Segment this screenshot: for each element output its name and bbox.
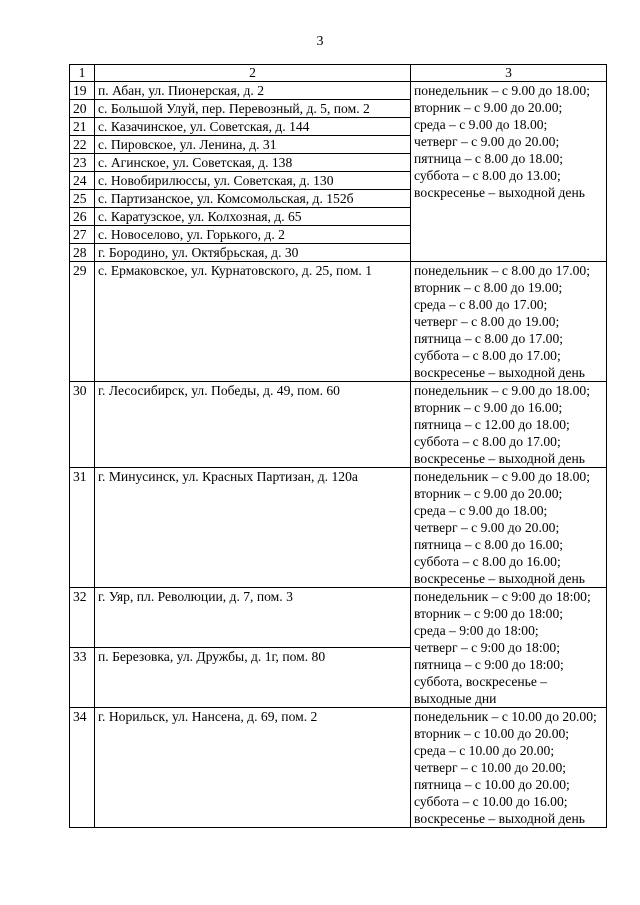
header-col-1: 1	[70, 65, 95, 82]
schedule-line: среда – с 10.00 до 20.00;	[414, 743, 555, 758]
row-number: 34	[70, 708, 95, 828]
schedule-line: понедельник – с 10.00 до 20.00;	[414, 709, 597, 724]
office-address: п. Абан, ул. Пионерская, д. 2	[95, 82, 411, 100]
schedule-line: вторник – с 10.00 до 20.00;	[414, 726, 570, 741]
schedule-line: воскресенье – выходной день	[414, 365, 585, 380]
schedule-line: воскресенье – выходной день	[414, 451, 585, 466]
schedule-line: суббота – с 8.00 до 17.00;	[414, 434, 561, 449]
office-address: г. Уяр, пл. Революции, д. 7, пом. 3	[95, 588, 411, 648]
office-address: с. Каратузское, ул. Колхозная, д. 65	[95, 208, 411, 226]
row-number: 31	[70, 468, 95, 588]
schedule-line: пятница – с 9:00 до 18:00;	[414, 657, 564, 672]
row-number: 29	[70, 262, 95, 382]
work-schedule	[411, 262, 607, 382]
schedule-line: среда – с 9.00 до 18.00;	[414, 503, 548, 518]
schedule-line: среда – с 9.00 до 18.00;	[414, 117, 548, 132]
office-address: г. Бородино, ул. Октябрьская, д. 30	[95, 244, 411, 262]
schedule-line: воскресенье – выходной день	[414, 185, 585, 200]
office-address: с. Новоселово, ул. Горького, д. 2	[95, 226, 411, 244]
table-header-row	[70, 65, 607, 82]
schedule-line: воскресенье – выходной день	[414, 811, 585, 826]
schedule-line: четверг – с 9:00 до 18:00;	[414, 640, 561, 655]
schedule-line: суббота, воскресенье –	[414, 674, 548, 689]
table-row	[70, 262, 607, 382]
schedule-line: суббота – с 8.00 до 17.00;	[414, 348, 561, 363]
office-address: с. Большой Улуй, пер. Перевозный, д. 5, пом. 2	[95, 100, 411, 118]
table-row	[70, 82, 607, 100]
row-number: 19	[70, 82, 95, 100]
row-number: 21	[70, 118, 95, 136]
schedule-line: суббота – с 8.00 до 13.00;	[414, 168, 561, 183]
schedule-line: четверг – с 8.00 до 19.00;	[414, 314, 560, 329]
table-body	[70, 82, 607, 828]
office-address: с. Казачинское, ул. Советская, д. 144	[95, 118, 411, 136]
work-schedule	[411, 82, 607, 262]
row-number: 30	[70, 382, 95, 468]
office-address: г. Норильск, ул. Нансена, д. 69, пом. 2	[95, 708, 411, 828]
schedule-line: воскресенье – выходной день	[414, 571, 585, 586]
header-col-3: 3	[411, 65, 607, 82]
work-schedule	[411, 382, 607, 468]
schedule-line: понедельник – с 9.00 до 18.00;	[414, 383, 590, 398]
offices-table	[69, 64, 607, 828]
header-col-2: 2	[95, 65, 411, 82]
schedule-line: четверг – с 9.00 до 20.00;	[414, 520, 560, 535]
row-number: 26	[70, 208, 95, 226]
table-row	[70, 708, 607, 828]
schedule-line: понедельник – с 9.00 до 18.00;	[414, 83, 590, 98]
page-number: 3	[316, 34, 324, 49]
schedule-line: среда – с 8.00 до 17.00;	[414, 297, 548, 312]
row-number: 22	[70, 136, 95, 154]
table-row	[70, 468, 607, 588]
office-address: с. Ермаковское, ул. Курнатовского, д. 25, пом. 1	[95, 262, 411, 382]
work-schedule	[411, 588, 607, 708]
office-address: с. Партизанское, ул. Комсомольская, д. 152б	[95, 190, 411, 208]
office-address: с. Агинское, ул. Советская, д. 138	[95, 154, 411, 172]
schedule-line: пятница – с 8.00 до 17.00;	[414, 331, 564, 346]
office-address: с. Новобирилюссы, ул. Советская, д. 130	[95, 172, 411, 190]
schedule-line: суббота – с 8.00 до 16.00;	[414, 554, 561, 569]
schedule-line: пятница – с 8.00 до 18.00;	[414, 151, 564, 166]
row-number: 32	[70, 588, 95, 648]
office-address: п. Березовка, ул. Дружбы, д. 1г, пом. 80	[95, 648, 411, 708]
office-address: с. Пировское, ул. Ленина, д. 31	[95, 136, 411, 154]
schedule-line: суббота – с 10.00 до 16.00;	[414, 794, 568, 809]
schedule-line: четверг – с 9.00 до 20.00;	[414, 134, 560, 149]
office-address: г. Минусинск, ул. Красных Партизан, д. 120а	[95, 468, 411, 588]
schedule-line: пятница – с 10.00 до 20.00;	[414, 777, 570, 792]
schedule-line: вторник – с 9.00 до 16.00;	[414, 400, 563, 415]
schedule-line: выходные дни	[414, 691, 497, 706]
schedule-line: четверг – с 10.00 до 20.00;	[414, 760, 567, 775]
row-number: 33	[70, 648, 95, 708]
schedule-line: вторник – с 9.00 до 20.00;	[414, 100, 563, 115]
row-number: 20	[70, 100, 95, 118]
schedule-line: вторник – с 9:00 до 18:00;	[414, 606, 564, 621]
schedule-line: понедельник – с 9:00 до 18:00;	[414, 589, 591, 604]
office-address: г. Лесосибирск, ул. Победы, д. 49, пом. 60	[95, 382, 411, 468]
schedule-line: пятница – с 12.00 до 18.00;	[414, 417, 570, 432]
row-number: 28	[70, 244, 95, 262]
schedule-line: понедельник – с 8.00 до 17.00;	[414, 263, 590, 278]
table-row	[70, 588, 607, 648]
row-number: 25	[70, 190, 95, 208]
work-schedule	[411, 708, 607, 828]
schedule-line: вторник – с 9.00 до 20.00;	[414, 486, 563, 501]
schedule-line: вторник – с 8.00 до 19.00;	[414, 280, 563, 295]
table-row	[70, 382, 607, 468]
schedule-line: понедельник – с 9.00 до 18.00;	[414, 469, 590, 484]
work-schedule	[411, 468, 607, 588]
schedule-line: пятница – с 8.00 до 16.00;	[414, 537, 564, 552]
schedule-line: среда – 9:00 до 18:00;	[414, 623, 539, 638]
row-number: 23	[70, 154, 95, 172]
row-number: 24	[70, 172, 95, 190]
row-number: 27	[70, 226, 95, 244]
